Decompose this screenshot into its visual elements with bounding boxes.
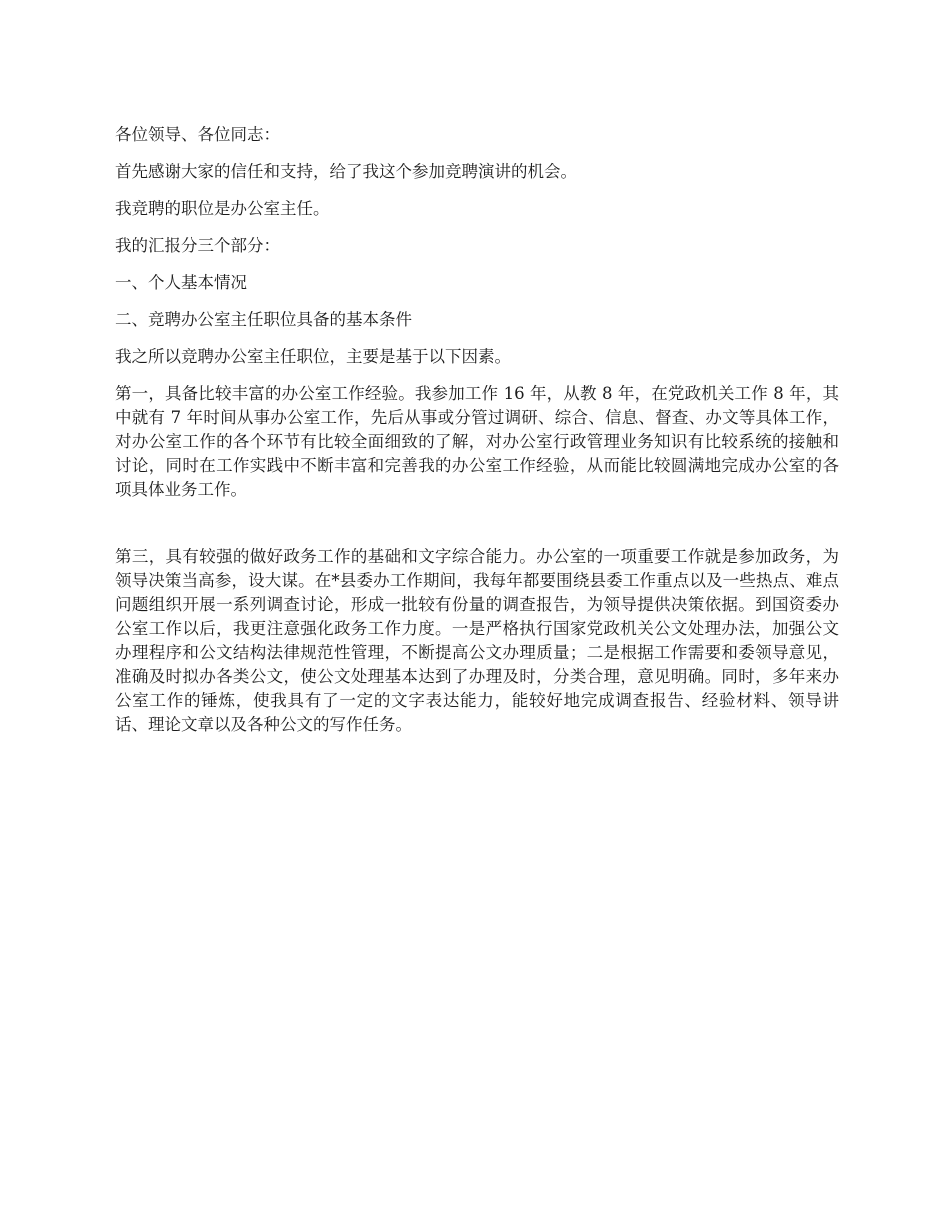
paragraph-report-intro: 我的汇报分三个部分： — [115, 236, 280, 255]
document-body — [115, 123, 839, 750]
outline-item-2: 二、竞聘办公室主任职位具备的基本条件 — [115, 310, 412, 329]
paragraph-gap — [115, 515, 839, 545]
paragraph-third-point: 第三，具有较强的做好政务工作的基础和文字综合能力。办公室的一项重要工作就是参加政务，为领导决策当高参，设大谋。在*县委办工作期间，我每年都要围绕县委工作重点以及一些热点、难点问题组织开展一系列调查讨论，形成一批较有份量的调查报告，为领导提供决策依据。到国资委办公室工作以后，我更注意强化政务工作力度。一是严格执行国家党政机关公文处理办法，加强公文办理程序和公文结构法律规范性管理，不断提高公文办理质量；二是根据工作需要和委领导意见，准确及时拟办各类公文，使公文处理基本达到了办理及时，分类合理，意见明确。同时，多年来办公室工作的锤炼，使我具有了一定的文字表达能力，能较好地完成调查报告、经验材料、领导讲话、理论文章以及各种公文的写作任务。 — [115, 547, 839, 734]
greeting: 各位领导、各位同志： — [115, 125, 280, 144]
paragraph-position: 我竞聘的职位是办公室主任。 — [115, 199, 330, 218]
paragraph-thanks: 首先感谢大家的信任和支持，给了我这个参加竞聘演讲的机会。 — [115, 162, 577, 181]
paragraph-first-point: 第一，具备比较丰富的办公室工作经验。我参加工作 16 年，从教 8 年，在党政机关工作 8 年，其中就有 7 年时间从事办公室工作，先后从事或分管过调研、综合、信息、督查、办文等具体工作，对办公室工作的各个环节有比较全面细致的了解，对办公室行政管理业务知识有比较系统的接触和讨论，同时在工作实践中不断丰富和完善我的办公室工作经验，从而能比较圆满地完成办公室的各项具体业务工作。 — [115, 384, 839, 499]
paragraph-reasons: 我之所以竞聘办公室主任职位，主要是基于以下因素。 — [115, 347, 511, 366]
outline-item-1: 一、个人基本情况 — [115, 273, 247, 292]
